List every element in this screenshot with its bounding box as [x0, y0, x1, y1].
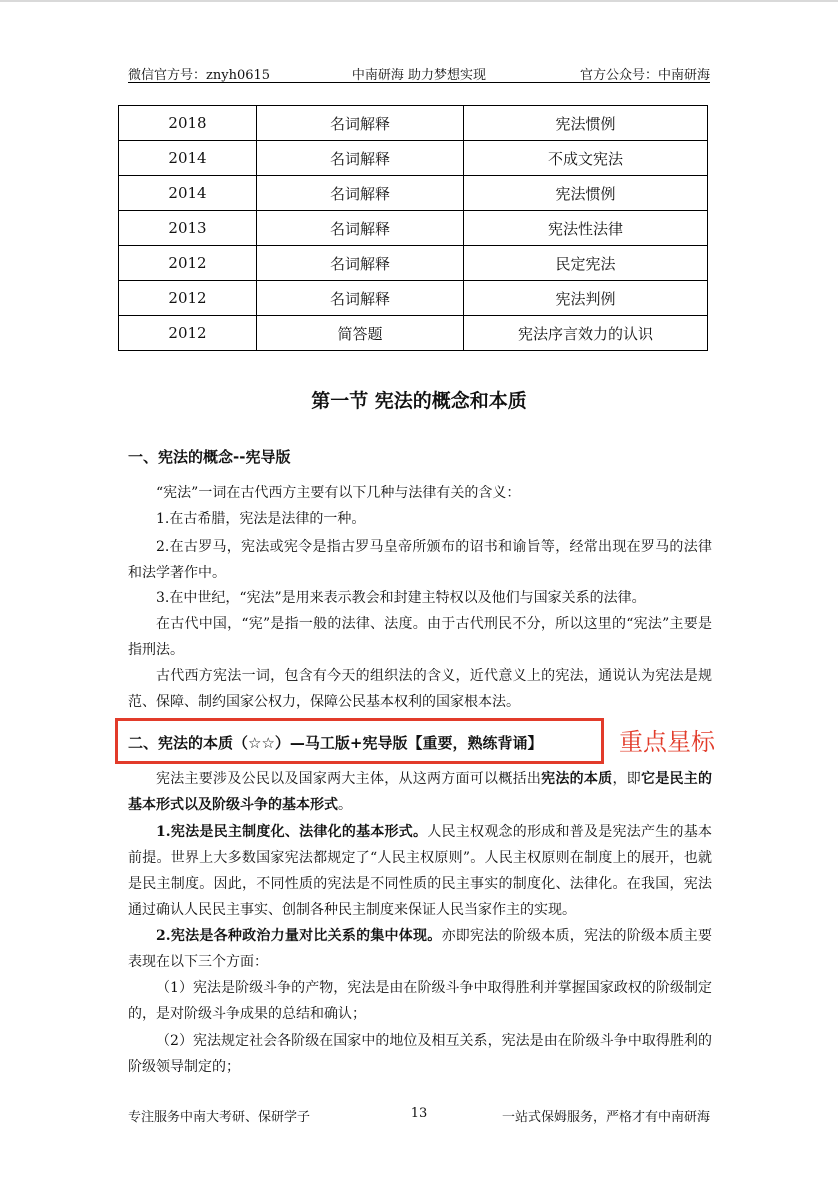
table-cell-year: 2013	[119, 211, 257, 246]
exam-history-table	[118, 105, 708, 351]
table-cell-type: 名词解释	[257, 211, 464, 246]
table-cell-year: 2014	[119, 176, 257, 211]
p3-bold-lead: 2.宪法是各种政治力量对比关系的集中体现。	[156, 928, 442, 944]
p2-bold-lead: 1.宪法是民主制度化、法律化的基本形式。	[156, 824, 428, 840]
p3-text: 亦即宪法的阶级本质，宪法的阶级本质主要表现在以下三个方面：	[128, 928, 713, 970]
header-slogan: 中南研海 助力梦想实现	[351, 68, 487, 83]
part1-paragraph-2: 1.在古希腊，宪法是法律的一种。	[156, 511, 366, 527]
table-cell-topic: 宪法性法律	[464, 211, 708, 246]
table-cell-type: 名词解释	[257, 246, 464, 281]
header-official-account: 官方公众号：中南研海	[579, 68, 710, 83]
p1-text-c: ，即	[612, 771, 641, 787]
header-wechat-id: 微信官方号：znyh0615	[128, 68, 271, 83]
table-cell-type: 名词解释	[257, 141, 464, 176]
table-cell-topic: 宪法惯例	[464, 106, 708, 141]
table-cell-type: 名词解释	[257, 176, 464, 211]
page-header	[128, 64, 710, 83]
part2-paragraph-5: （2）宪法规定社会各阶级在国家中的地位及相互关系，宪法是由在阶级斗争中取得胜利的阶级领导制定的；	[128, 1033, 712, 1075]
page-top-border	[0, 0, 838, 2]
table-cell-topic: 民定宪法	[464, 246, 708, 281]
table-row	[119, 316, 708, 351]
table-cell-year: 2012	[119, 281, 257, 316]
p1-text-e: 。	[338, 797, 352, 813]
part2-paragraph-3	[128, 923, 712, 975]
footer-tagline: 专注服务中南大考研、保研学子	[128, 1110, 311, 1125]
p1-bold-essence: 宪法的本质	[541, 771, 613, 787]
highlight-box	[115, 718, 604, 764]
table-cell-year: 2018	[119, 106, 257, 141]
table-cell-topic: 不成文宪法	[464, 141, 708, 176]
part1-paragraph-3: 2.在古罗马，宪法或宪令是指古罗马皇帝所颁布的诏书和谕旨等，经常出现在罗马的法律和法学著作中。	[128, 539, 712, 581]
table-cell-year: 2014	[119, 141, 257, 176]
part2-paragraph-2	[128, 819, 712, 923]
table-cell-topic: 宪法判例	[464, 281, 708, 316]
p1-text-a: 宪法主要涉及公民以及国家两大主体，从这两方面可以概括出	[156, 771, 542, 787]
p2-text: 人民主权观念的形成和普及是宪法产生的基本前提。世界上大多数国家宪法都规定了“人民主权原则”。人民主权原则在制度上的展开，也就是民主制度。因此，不同性质的宪法是不同性质的民主事实的制度化、法律化。在我国，宪法通过确认人民民主事实、创制各种民主制度来保证人民当家作主的实现。	[128, 824, 712, 918]
table-row	[119, 246, 708, 281]
part2-heading: 二、宪法的本质（☆☆）—马工版+宪导版【重要，熟练背诵】	[128, 734, 543, 752]
table-row	[119, 141, 708, 176]
table-row	[119, 106, 708, 141]
part1-paragraph-5: 在古代中国，“宪”是指一般的法律、法度。由于古代刑民不分，所以这里的“宪法”主要是指刑法。	[128, 616, 712, 658]
page-number: 13	[410, 1106, 428, 1121]
table-row	[119, 281, 708, 316]
table-cell-year: 2012	[119, 316, 257, 351]
table-row	[119, 176, 708, 211]
table-cell-type: 名词解释	[257, 281, 464, 316]
part2-paragraph-4: （1）宪法是阶级斗争的产物，宪法是由在阶级斗争中取得胜利并掌握国家政权的阶级制定的，是对阶级斗争成果的总结和确认；	[128, 980, 712, 1022]
table-cell-type: 名词解释	[257, 106, 464, 141]
page-footer	[128, 1106, 710, 1124]
table-cell-type: 简答题	[257, 316, 464, 351]
section-title: 第一节 宪法的概念和本质	[311, 390, 527, 412]
table-row	[119, 211, 708, 246]
p1-bold-definition: 它是民主的基本形式以及阶级斗争的基本形式	[128, 771, 713, 813]
footer-service: 一站式保姆服务，严格才有中南研海	[501, 1110, 710, 1125]
part2-paragraph-1	[128, 766, 712, 818]
part1-paragraph-1: “宪法”一词在古代西方主要有以下几种与法律有关的含义：	[156, 485, 521, 501]
table-cell-topic: 宪法序言效力的认识	[464, 316, 708, 351]
part1-heading: 一、宪法的概念--宪导版	[128, 448, 291, 466]
part1-paragraph-4: 3.在中世纪，“宪法”是用来表示教会和封建主特权以及他们与国家关系的法律。	[156, 590, 646, 606]
highlight-annotation: 重点星标	[619, 728, 715, 756]
part1-paragraph-6: 古代西方宪法一词，包含有今天的组织法的含义，近代意义上的宪法，通说认为宪法是规范、保障、制约国家公权力，保障公民基本权利的国家根本法。	[128, 668, 712, 710]
table-cell-year: 2012	[119, 246, 257, 281]
table-cell-topic: 宪法惯例	[464, 176, 708, 211]
